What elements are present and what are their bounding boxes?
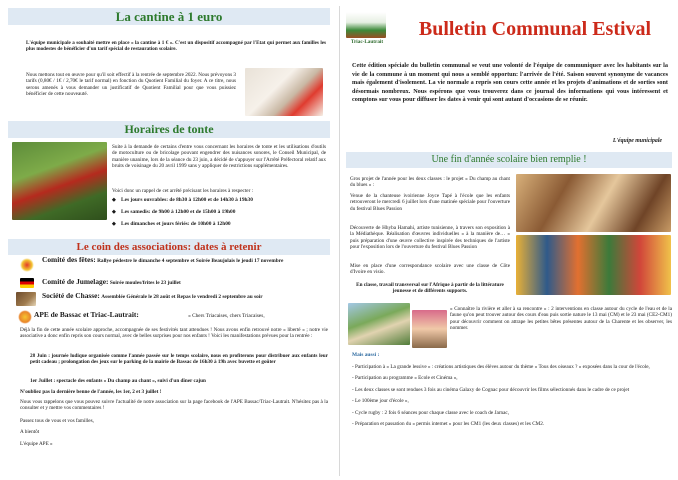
ape-june: 28 Juin : journée ludique organisée comme l'année passée sur le temps scolaire, nous en profiterons pour distribuer aux enfants leur petit cadeau ; prolongation des jeux sur le parking de la mairie de Bassac de 16h30 à 19h avec buvette et goûter [30,353,328,366]
ape-quote: « Chers Triacaises, chers Triacaises, [188,313,265,319]
schedule-weekdays: ◆ Les jours ouvrables: de 8h30 à 12h00 et de 14h30 à 19h30 [112,197,326,203]
horaires-banner [8,121,330,138]
activity-100-jours: - Le 100ème jour d'école », [352,398,409,405]
ecole-mais-aussi: Mais aussi : [352,352,380,358]
assoc-banner [8,239,330,255]
ecole-title: Une fin d'année scolaire bien remplie ! [431,154,587,165]
jumelage-name: Comité de Jumelage: [42,277,109,286]
horaires-reminder: Voici donc un rappel de cet arrêté précisant les horaires à respecter : [112,188,254,194]
ape-facebook: Nous vous rappelons que vous pouvez suivre l'actualité de notre association sur la page facebook de l'APE Bassac/Triac-Lautrait. N'hésitez pas à la consulter et y mettre vos commentaires ! [20,399,328,412]
horaires-schedule [112,197,326,234]
activity-permis-internet: - Préparation et passation du « permis internet » pour les CM1 (les deux classes) et les CM2. [352,421,545,428]
bulletin-signature: L'équipe municipale [612,138,662,144]
right-column [340,0,678,480]
village-logo-text: Triac-Lautrait [350,39,384,45]
comite-fetes-logo [20,258,34,272]
ape-signature: L'équipe APE » [20,441,53,447]
ape-wishes: Passez tous de vous et vos familles, [20,418,94,424]
ape-july: 1er Juillet : spectacle des enfants « Du champ au chant », suivi d'un dîner cajun [30,378,206,384]
chasse-logo [16,292,36,306]
ecole-river: « Connaître la rivière et aller à sa rencontre » : 2 interventions en classe autour du cycle de l'eau et de la faune qu'on peut trouver autour des cours d'eau puis sortie nature le 13 mai (CM) et le 23 mai (CE2-CM1) pour découvrir comment on attrape les petites bêtes présentes autour de la Charente et les observer, les nommer. [450,306,672,331]
ape-bientot: A bientôt [20,429,40,435]
chasse-text: Assemblée Générale le 28 août et Repas le vendredi 2 septembre au soir [101,294,263,300]
village-logo [346,12,386,38]
bulletin-intro: Cette édition spéciale du bulletin communal se veut une volonté de l'équipe de communiquer avec les habitants sur la vie de la commune à un moment qui nous a semblé opportun: l'arrivée de l'été. Saison souvent synonyme de vacances mais également d'isolement. La vie normale a repris son cours cette année et les projets d'animations et de sorties sont désormais nombreux. Nous espérons que vous trouverez dans ce journal des informations qui vous intéressent et comptons sur vous pour diffuser les dates à venir qui sont autant d'occasions de se réunir. [352,62,668,103]
cantine-title: La cantine à 1 euro [115,9,223,24]
ecole-banner [346,152,672,168]
hands-photo [412,310,447,348]
ecole-project [350,176,510,189]
fetes-text: Rallye pédestre le dimanche 4 septembre et Soirée Beaujolais le jeudi 17 novembre [97,258,284,264]
activity-rugby: - Cycle rugby : 2 fois 6 séances pour chaque classe avec le coach de Jarnac, [352,409,509,416]
assoc-chasse [42,293,332,301]
bulletin-title: Bulletin Communal Estival [418,18,652,40]
ape-benne [20,389,328,395]
cantine-details: Nous mettons tout en œuvre pour qu'il soit effectif à la rentrée de septembre 2022. Nous prévoyons 3 tarifs (0,80€ / 1€ / 2,70€ le tarif normal) en fonction du Quotient Familial du foyer. A ce titre, nous serons amenés à vous demander un justificatif de Quotient Familial pour que vous puissiez bénéficier de cette nouveauté. [26,72,236,97]
ape-logo [18,310,32,324]
ecole-correspondence: Mise en place d'une correspondance scolaire avec une classe de Côte d'Ivoire en visio. [350,263,510,276]
assoc-jumelage [42,279,327,287]
ecole-exhibition: Découverte de Hhyba Hamahi, artiste tunisienne, à travers son exposition à la Médiathèque. Réalisation d'œuvres individuelles « à la manière de… » puis préparation d'une œuvre collective inspirée des techniques de l'artiste pour l'exposition lors de l'ouverture du festival Blues Passion [350,225,510,250]
jumelage-flag [20,278,34,288]
schedule-saturdays: ◆ Les samedis: de 9h00 à 12h00 et de 15h00 à 19h00 [112,209,326,215]
ape-name: APE de Bassac et Triac-Lautrait: [34,310,139,319]
assoc-ape-head [34,312,329,320]
artwork-photo [516,235,671,295]
cantine-intro: L'équipe municipale a souhaité mettre en place « la cantine à 1 € ». C'est un dispositif accompagné par l'Etat qui permet aux familles les plus modestes de bénéficier d'un tarif spécial de restauration scolaire. [26,40,326,53]
activity-grande-lessive: - Participation à « La grande lessive » : créations artistiques des élèves autour du thème « Tous des oiseaux ? » exposées dans la cour de l'école, [352,364,650,370]
ecole-project-text: Gros projet de l'année pour les deux classes : le projet « Du champ au chant du blues » : [350,176,510,189]
cantine-banner [8,8,330,25]
left-column [0,0,338,480]
canteen-photo [245,68,323,116]
ecole-joyce: Venue de la chanteuse ivoirienne Joyce Tapé à l'école que les enfants retrouveront le mercredi 6 juillet lors d'une matinée spéciale pour l'ouverture du festival Blues Passion [350,193,510,212]
ape-benne-text: N'oubliez pas la dernière benne de l'année, les 1er, 2 et 3 juillet ! [20,389,162,395]
schedule-sundays: ◆ Les dimanches et jours fériés: de 10h00 à 12h00 [112,221,326,227]
chasse-name: Société de Chasse: [42,291,100,300]
ecole-africa: En classe, travail transversal sur l'Afrique à partir de la littérature jeunesse et de différents supports. [356,282,504,295]
assoc-fetes [42,257,327,265]
river-photo [348,303,410,345]
fetes-name: Comité des fêtes: [42,255,96,264]
class-photo [516,174,671,232]
mower-photo [12,142,107,220]
assoc-title: Le coin des associations: dates à retenir [76,241,262,253]
horaires-title: Horaires de tonte [124,122,214,136]
horaires-intro: Suite à la demande de certains d'entre vous concernant les horaires de tonte et les utilisations d'outils de motoculture ou de bricolage pouvant engendrer des nuisances sonores, le Conseil Municipal, de manière unanime, lors de la séance du 23 juin, a décidé de s'appuyer sur l'Arrêté Préfectoral relatif aux bruits de voisinage du 20 avril 1999 sans y appliquer de restrictions supplémentaires. [112,144,326,169]
activity-cinema-galaxy: - Les deux classes se sont rendues 3 fois au cinéma Galaxy de Cognac pour découvrir les films sélectionnés dans le cadre de ce projet [352,386,630,393]
ecole-activities [352,364,672,432]
jumelage-text: Soirée moules/frites le 23 juillet [109,280,181,286]
ape-intro: Déjà la fin de cette année scolaire approche, accompagnée de ses festivités tant attendues ! Nous avons enfin retrouvé notre « liberté » ; notre vie associative a donc enfin repris son cours normal, avec de belles surprises pour nos enfants ! Voici les manifestations prévues pour la rentrée : [20,327,328,340]
activity-ecole-cinema: - Participation au programme « Ecole et Cinéma », [352,375,458,382]
